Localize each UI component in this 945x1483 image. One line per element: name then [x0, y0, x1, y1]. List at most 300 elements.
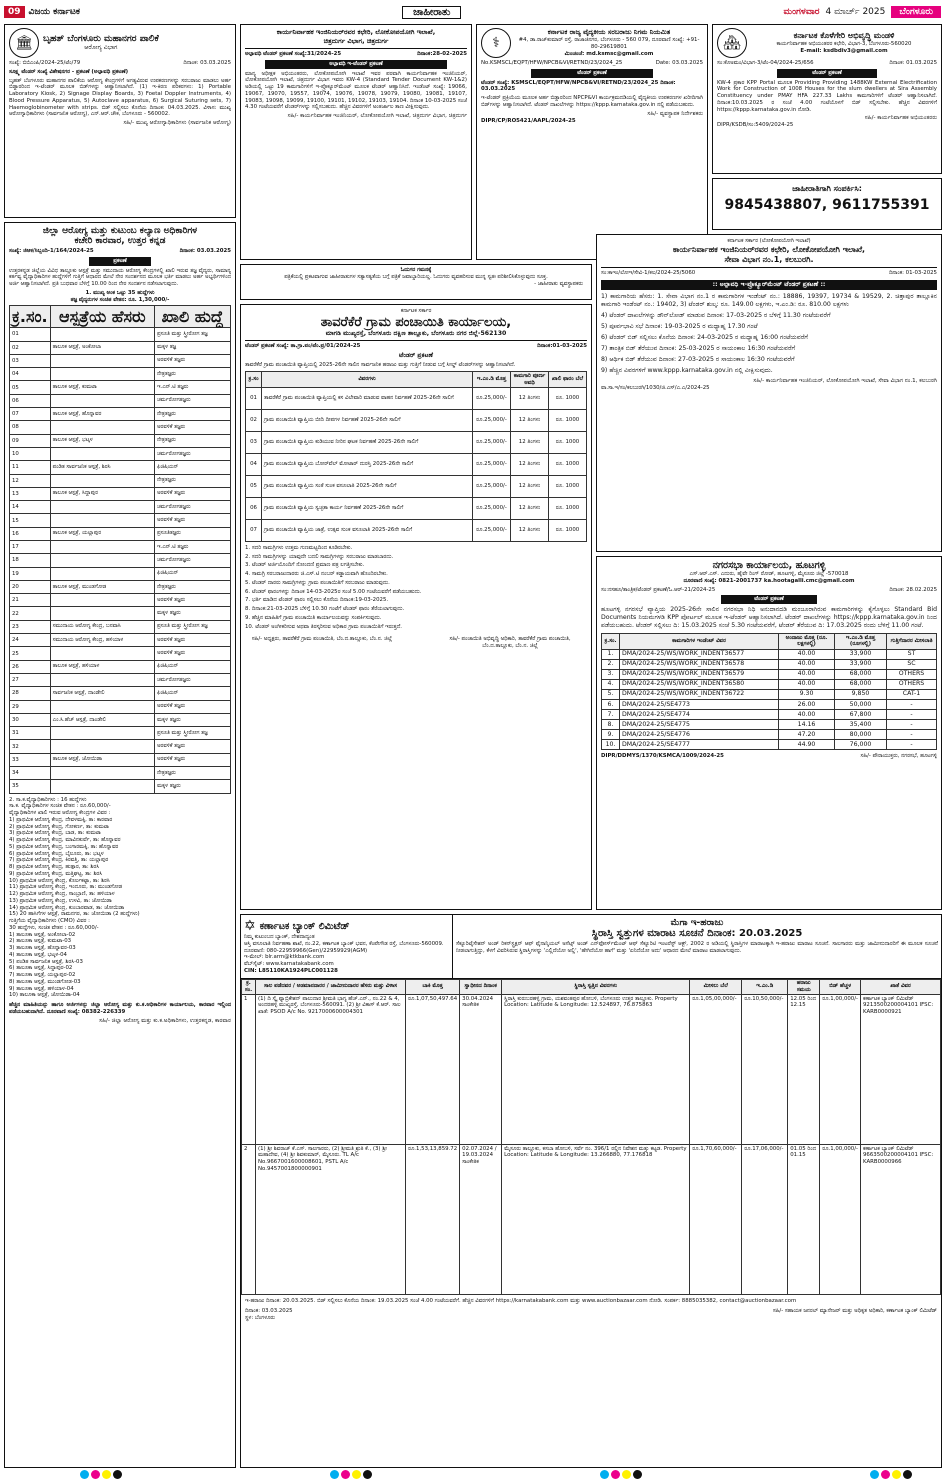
- gp-notice-title: ಟೆಂಡರ್ ಪ್ರಕಟಣೆ: [399, 351, 433, 359]
- dho-cell-sno: 29: [10, 700, 51, 713]
- bank-intro: ಸೆಕ್ಯೂರಿಟೈಸೇಶನ್ ಅಂಡ್ ರಿಕನ್‌ಸ್ಟ್ರಕ್ಷನ್ ಆಫ್ ಫೈನಾನ್ಶಿಯಲ್ ಅಸೆಟ್ಸ್ ಅಂಡ್ ಎನ್‌ಫೋರ್ಸ್‌ಮೆಂಟ್ ಆಫ್ ಸೆಕ್ಯೂರಿಟಿ ಇಂಟರೆಸ್ಟ್ ಆಕ್ಟ್, 2002 ರ ಅಡಿಯಲ್ಲಿ ಸ್ಥಿರಾಸ್ತಿಗಳ ಮಾರಾಟಕ್ಕಾಗಿ ಇ-ಹರಾಜು ಮಾರಾಟ ಸೂಚನೆ. ಸಾಲಗಾರರು ಮತ್ತು ಜಾಮೀನುದಾರರಿಗೆ ಈ ಮೂಲಕ ಸೂಚನೆ ನೀಡಲಾಗುತ್ತಿದ್ದು, ಕೆಳಗೆ ವಿವರಿಸಿರುವ ಸ್ಥಿರಾಸ್ತಿಗಳನ್ನು 'ಎಲ್ಲಿದೆಯೋ ಅಲ್ಲಿ', 'ಹೇಗಿದೆಯೋ ಹಾಗೆ' ಮತ್ತು 'ಏನಿದೆಯೋ ಅದು' ಆಧಾರದ ಮೇಲೆ ಮಾರಾಟ ಮಾಡಲಾಗುವುದು.: [456, 941, 938, 954]
- dho-cell-sno: 04: [10, 368, 51, 381]
- hoot-contact: ದೂರವಾಣಿ ಸಂಖ್ಯೆ: 0821-2001737 ka.hootagalli.cmc@gmail.com: [683, 577, 855, 584]
- dho-cell-hospital: [50, 328, 154, 341]
- list-item: 3. ಟೆಂಡರ್ ಅರ್ಜಿಯೊಂದಿಗೆ ನೋಂದಣಿ ಪ್ರಮಾಣ ಪತ್ರ ಲಗತ್ತಿಸಬೇಕು.: [245, 562, 365, 569]
- bank-tagline: ನಿಮ್ಮ ಕುಟುಂಬದ ಬ್ಯಾಂಕ್, ದೇಶದಾದ್ಯಂತ: [244, 934, 315, 940]
- ksmsc-email: ಮಿಂಚಂಚೆ: md.ksmsc@gmail.com: [564, 50, 654, 57]
- table-row: [10, 501, 231, 514]
- gp-body: ತಾವರೆಕೆರೆ ಗ್ರಾಮ ಪಂಚಾಯಿತಿ ವ್ಯಾಪ್ತಿಯಲ್ಲಿ 2025-26ನೇ ಸಾಲಿನ ಸಾರ್ವಜನಿಕ ಹರಾಜು ಮತ್ತು ಗುತ್ತಿಗೆ ನೀಡುವ ಬಗ್ಗೆ ಸೀಲ್ಡ್ ಟೆಂಡರ್‌ಗಳನ್ನು ಆಹ್ವಾನಿಸಲಾಗಿದೆ.: [245, 361, 516, 368]
- dho-cell-hospital: [50, 354, 154, 367]
- dho-cell-hospital: [50, 700, 154, 713]
- dho-cell-post: ನೇತ್ರತಜ್ಞರು: [154, 368, 230, 381]
- list-item: 4) ಪ್ರಾಥಮಿಕ ಆರೋಗ್ಯ ಕೇಂದ್ರ, ಮಾವಿನಕುರ್ವೆ, ತಾ: ಹೊನ್ನಾವರ: [9, 837, 121, 844]
- cyan-mark: [330, 1470, 339, 1479]
- dho-cell-post: ಅರವಳಿಕೆ ತಜ್ಞರು: [154, 421, 230, 434]
- gp-gov: ಕರ್ನಾಟಕ ಸರ್ಕಾರ: [400, 308, 432, 314]
- hoot-cell-reservation: OTHERS: [887, 669, 937, 679]
- hoot-cell-sno: 10.: [602, 740, 620, 750]
- dho-cell-sno: 06: [10, 394, 51, 407]
- hoot-cell-indent: DMA/2024-25/WS/WORK_INDENT36722: [620, 689, 779, 699]
- dho-cell-sno: 08: [10, 421, 51, 434]
- yellow-mark: [102, 1470, 111, 1479]
- dho-contact: ಹೆಚ್ಚಿನ ಮಾಹಿತಿಯನ್ನು ಹಾಗೂ ಅರ್ಜಿಗಳನ್ನು ಜಿಲ್ಲಾ ಆರೋಗ್ಯ ಮತ್ತು ಕು.ಕ.ಅಧಿಕಾರಿಗಳ ಕಾರ್ಯಾಲಯ, ಕಾರವಾರ ಇಲ್ಲಿಂದ ಪಡೆಯಬಹುದಾಗಿದೆ. ದೂರವಾಣಿ ಸಂಖ್ಯೆ: 08382-226339: [9, 1002, 231, 1015]
- kal-title: ಕಾರ್ಯನಿರ್ವಾಹಕ ಇಂಜಿನಿಯರ್‌ರವರ ಕಛೇರಿ, ಲೋಕೋಪಯೋಗಿ ಇಲಾಖೆ,: [672, 244, 866, 254]
- dho-body: ಉತ್ತರಕನ್ನಡ ಜಿಲ್ಲೆಯ ವಿವಿಧ ತಾಲ್ಲೂಕು ಆಸ್ಪತ್ರೆ ಮತ್ತು ಸಮುದಾಯ ಆರೋಗ್ಯ ಕೇಂದ್ರಗಳಲ್ಲಿ ಖಾಲಿ ಇರುವ ತಜ್ಞ ವೈದ್ಯರು, ಸಾಮಾನ್ಯ ಕರ್ತವ್ಯ ವೈದ್ಯಾಧಿಕಾರಿಗಳ ಹುದ್ದೆಗಳಿಗೆ ಗುತ್ತಿಗೆ ಆಧಾರದ ಮೇಲೆ ನೇರ ಸಂದರ್ಶನದ ಮೂಲಕ ಭರ್ತಿ ಮಾಡಲು ಅರ್ಹ ಅಭ್ಯರ್ಥಿಗಳಿಂದ ಅರ್ಜಿ ಆಹ್ವಾನಿಸಲಾಗಿದೆ. ಪ್ರತಿ ಬುಧವಾರ ಬೆಳಿಗ್ಗೆ 10.00 ರಿಂದ ನೇರ ಸಂದರ್ಶನ ನಡೆಸಲಾಗುವುದು.: [9, 267, 231, 287]
- hoot-cell-emd: 68,000: [835, 669, 887, 679]
- list-item: 4) ಟೆಂಡರ್ ದಾಖಲೆಗಳನ್ನು ಡೌನ್‌ಲೋಡ್ ಮಾಡುವ ದಿನಾಂಕ: 17-03-2025 ರ ಬೆಳಿಗ್ಗೆ 11.30 ಗಂಟೆಯವರೆಗೆ: [601, 311, 831, 319]
- print-marks-far-right: [870, 1470, 912, 1479]
- hoot-cell-sno: 7.: [602, 710, 620, 720]
- dho-cell-hospital: [50, 780, 154, 793]
- dho-cell-post: ಪ್ರಸೂತಿ ಮತ್ತು ಸ್ತ್ರೀರೋಗ ತಜ್ಞ: [154, 328, 230, 341]
- dho-cell-hospital: [50, 421, 154, 434]
- ksmsc-sign: ಸಹಿ/- ವ್ಯವಸ್ಥಾಪಕ ನಿರ್ದೇಶಕರು: [647, 110, 703, 117]
- hoot-cell-indent: DMA/2024-25/WS/WORK_INDENT36579: [620, 669, 779, 679]
- dho-cell-post: ನೇತ್ರತಜ್ಞರು: [154, 580, 230, 593]
- dho-cell-sno: 02: [10, 341, 51, 354]
- bank-cell-due: ರೂ.1,07,50,497.64: [406, 995, 460, 1145]
- bank-col-possession: ಸ್ವಾಧೀನದ ದಿನಾಂಕ: [460, 979, 502, 995]
- list-item: 7. ಭರ್ತಿ ಮಾಡಿದ ಟೆಂಡರ್ ಫಾರಂ ಸಲ್ಲಿಸಲು ಕೊನೆಯ ದಿನಾಂಕ:19-03-2025.: [245, 597, 389, 604]
- ad-contact-phones: 9845438807, 9611755391: [724, 197, 930, 213]
- gp-cell-desc: ಗ್ರಾಮ ಪಂಚಾಯಿತಿ ವ್ಯಾಪ್ತಿಯ ಕುಡಿಯುವ ನೀರಿನ ಘಟಕ ನಿರ್ವಹಣೆ 2025-26ನೇ ಸಾಲಿಗೆ: [262, 431, 473, 453]
- dho-cell-hospital: ತಾಲೂಕ ಆಸ್ಪತ್ರೆ, ಭಟ್ಕಳ: [50, 434, 154, 447]
- gp-sub: ಮಾಗಡಿ ಮುಖ್ಯರಸ್ತೆ, ಬೆಂಗಳೂರು ದಕ್ಷಿಣ ತಾಲ್ಲೂಕು, ಬೆಂಗಳೂರು ನಗರ ಜಿಲ್ಲೆ-562130: [325, 329, 507, 337]
- dho-cell-post: ಚರ್ಮರೋಗತಜ್ಞರು: [154, 501, 230, 514]
- gp-cell-period: 12 ತಿಂಗಳು: [511, 497, 549, 519]
- dho-cell-post: ಅರವಳಿಕೆ ತಜ್ಞರು: [154, 753, 230, 766]
- magenta-mark: [341, 1470, 350, 1479]
- dho-sign: ಸಹಿ/- ಜಿಲ್ಲಾ ಆರೋಗ್ಯ ಮತ್ತು ಕು.ಕ.ಅಧಿಕಾರಿಗಳು, ಉತ್ತರಕನ್ನಡ, ಕಾರವಾರ: [99, 1017, 231, 1024]
- hoot-addr: ಎಸ್.ಆರ್.ಎಸ್. ಎದುರು, ಹೈವೇ ರಿಂಗ್ ರೋಡ್, ಹೂಟಗಳ್ಳಿ, ಮೈಸೂರು ಜಿಲ್ಲೆ -570018: [689, 571, 849, 577]
- bbmp-notice: [4, 24, 236, 218]
- table-row: [10, 620, 231, 633]
- bank-notes: ಇ-ಹರಾಜು ದಿನಾಂಕ: 20.03.2025. ಬಿಡ್ ಸಲ್ಲಿಸಲು ಕೊನೆಯ ದಿನಾಂಕ: 19.03.2025 ಸಂಜೆ 4.00 ಗಂಟೆಯವರೆಗೆ. ಹೆಚ್ಚಿನ ವಿವರಗಳಿಗೆ https://karnatakabank.com ಮತ್ತು www.auctionbazaar.com ನೋಡಿ. ಸಂಪರ್ಕ: 8885035382, contact@auctionbazaar.com: [245, 1298, 797, 1304]
- dho-cell-post: ಫಿಜಿಷಿಯನ್: [154, 461, 230, 474]
- dho-cell-hospital: [50, 474, 154, 487]
- pwd-line2: ಚಿತ್ರದುರ್ಗ ವಿಭಾಗ, ಚಿತ್ರದುರ್ಗ: [323, 37, 389, 45]
- table-row: [10, 461, 231, 474]
- table-row: [602, 730, 937, 740]
- hoot-cell-amount: 40.00: [779, 649, 835, 659]
- dho-cell-hospital: [50, 607, 154, 620]
- list-item: 12) ಪ್ರಾಥಮಿಕ ಆರೋಗ್ಯ ಕೇಂದ್ರ, ಸಾಂಬ್ರಾಣಿ, ತಾ: ಹಳಿಯಾಳ: [9, 891, 115, 898]
- magenta-mark: [881, 1470, 890, 1479]
- kal-date: ದಿನಾಂಕ: 01-03-2025: [888, 269, 937, 276]
- pwd-line1: ಕಾರ್ಯನಿರ್ವಾಹಕ ಇಂಜಿನಿಯರ್‌ರವರ ಕಛೇರಿ, ಲೋಕೋಪಯೋಗಿ ಇಲಾಖೆ,: [276, 28, 436, 36]
- dho-cell-hospital: [50, 740, 154, 753]
- gp-title: ತಾವರೆಕೆರೆ ಗ್ರಾಮ ಪಂಚಾಯಿತಿ ಕಾರ್ಯಾಲಯ,: [320, 314, 512, 330]
- dho-cell-sno: 24: [10, 634, 51, 647]
- list-item: 1. ಸದರಿ ಸಾಮಗ್ರಿಗಳು ಉತ್ತಮ ಗುಣಮಟ್ಟದಿಂದ ಕೂಡಿರಬೇಕು.: [245, 544, 353, 551]
- dho-cell-sno: 01: [10, 328, 51, 341]
- bank-cell-desc: ಮೈಸೂರು ತಾಲ್ಲೂಕು, ಕಸಬಾ ಹೋಬಳಿ, ಸರ್ವೆ ನಂ. 396/1 ರಲ್ಲಿನ ನಿವೇಶನ ಮತ್ತು ಕಟ್ಟಡ. Property Location: Latitude & Longitude: 13.266880, 77.176818: [502, 1145, 690, 1295]
- dho-cell-sno: 05: [10, 381, 51, 394]
- bank-cell-emd: ರೂ.10,50,000/-: [742, 995, 788, 1145]
- hoot-cell-reservation: OTHERS: [887, 679, 937, 689]
- table-row: [10, 541, 231, 554]
- bank-email: ಇ-ಮೇಲ್: blr.arm@ktkbank.com: [244, 954, 325, 961]
- hoot-notice-title: ಟೆಂಡರ್ ಪ್ರಕಟಣೆ: [721, 595, 817, 604]
- list-item: 10) ಪ್ರಾಥಮಿಕ ಆರೋಗ್ಯ ಕೇಂದ್ರ, ಕೊರ್ಲಕಟ್ಟಾ, ತಾ: ಶಿರಸಿ: [9, 877, 110, 884]
- gp-cell-sno: 02: [246, 409, 262, 431]
- list-item: ವೈದ್ಯಾಧಿಕಾರಿಗಳ ಖಾಲಿ ಇರುವ ಆರೋಗ್ಯ ಕೇಂದ್ರಗಳ ವಿವರ :: [9, 810, 111, 817]
- black-mark: [363, 1470, 372, 1479]
- print-marks-right: [600, 1470, 642, 1479]
- hoot-cell-emd: 35,400: [835, 720, 887, 730]
- hoot-cell-sno: 4.: [602, 679, 620, 689]
- hoot-sign: ಸಹಿ/- ಪೌರಾಯುಕ್ತರು, ನಗರಸಭೆ, ಹೂಟಗಳ್ಳಿ: [860, 753, 937, 760]
- gp-cell-period: 12 ತಿಂಗಳು: [511, 453, 549, 475]
- dho-cell-sno: 10: [10, 447, 51, 460]
- dho-col-sno: ಕ್ರ.ಸಂ.: [10, 306, 51, 328]
- ksmsc-body: ಇ-ಟೆಂಡರ್ ಪ್ರಕ್ರಿಯೆಯ ಮೂಲಕ ಅರ್ಹ ಬಿಡ್ದಾರರಿಂದ NPCP&VI ಕಾರ್ಯಕ್ರಮದಡಿಯಲ್ಲಿ ವೈದ್ಯಕೀಯ ಉಪಕರಣಗಳ ಖರೀದಿಗಾಗಿ ಬಿಡ್‌ಗಳನ್ನು ಆಹ್ವಾನಿಸಲಾಗಿದೆ. ಟೆಂಡರ್ ದಾಖಲೆಗಳನ್ನು https://kppp.karnataka.gov.in ನಲ್ಲಿ ಪಡೆಯಬಹುದು.: [481, 95, 703, 108]
- dho-cell-post: ಅರವಳಿಕೆ ತಜ್ಞರು: [154, 354, 230, 367]
- list-item: 5) ಪೂರ್ವಭಾವಿ ಸಭೆ ದಿನಾಂಕ: 19-03-2025 ರ ಮಧ್ಯಾಹ್ನ 17.30 ಗಂಟೆ: [601, 322, 758, 330]
- kal-sub: ಸೇವಾ ವಿಭಾಗ ನಂ.1, ಕಲಬುರಗಿ.: [724, 254, 814, 264]
- table-row: [10, 700, 231, 713]
- page-header: [4, 2, 941, 22]
- table-row: [602, 700, 937, 710]
- table-row: [10, 381, 231, 394]
- gp-cell-form: ರೂ. 1000: [549, 453, 587, 475]
- gp-cell-emd: ರೂ.25,000/-: [473, 431, 511, 453]
- gp-cell-form: ರೂ. 1000: [549, 519, 587, 541]
- table-row: [10, 527, 231, 540]
- table-row: [10, 753, 231, 766]
- hoot-col-reservation: ಗುತ್ತಿಗೆದಾರರ ಮೀಸಲಾತಿ: [887, 634, 937, 650]
- gp-table: [245, 371, 587, 542]
- table-row: [10, 580, 231, 593]
- list-item: 8) ಪ್ರಾಥಮಿಕ ಆರೋಗ್ಯ ಕೇಂದ್ರ, ಹುತ್ಗಾರ, ತಾ: ಶಿರಸಿ: [9, 864, 100, 871]
- bank-auction-table: [241, 979, 941, 1296]
- table-row: [10, 767, 231, 780]
- list-item: 6) ಪ್ರಾಥಮಿಕ ಆರೋಗ್ಯ ಕೇಂದ್ರ, ಬೈಲೂರು, ತಾ: ಭಟ್ಕಳ: [9, 850, 104, 857]
- bank-cin: CIN: L85110KA1924PLC001128: [244, 967, 338, 974]
- hoot-cell-amount: 14.16: [779, 720, 835, 730]
- hoot-col-indent: ಕಾಮಗಾರಿಗಳ ಇಂಡೆಂಟ್ ವಿವರ: [620, 634, 779, 650]
- slum-board-title: ಕರ್ನಾಟಕ ಕೊಳೆಗೇರಿ ಅಭಿವೃದ್ಧಿ ಮಂಡಳಿ: [793, 31, 895, 41]
- dho-cell-post: ಚರ್ಮರೋಗತಜ್ಞರು: [154, 394, 230, 407]
- gp-sign-right: ಸಹಿ/- ಪಂಚಾಯಿತಿ ಅಭಿವೃದ್ಧಿ ಅಧಿಕಾರಿ, ತಾವರೆಕೆರೆ ಗ್ರಾಮ ಪಂಚಾಯಿತಿ, ಬೆಂ.ದ.ತಾಲ್ಲೂಕು, ಬೆಂ.ನ. ಜಿಲ್ಲೆ: [449, 636, 571, 650]
- ksmsc-ref: No.KSMSCL/EQPT/HFW/NPCB&VI/RETND/23/2024_25: [481, 60, 623, 66]
- table-row: [10, 474, 231, 487]
- bank-cell-n: 2: [242, 1145, 256, 1295]
- dho-cell-sno: 16: [10, 527, 51, 540]
- dho-cell-sno: 22: [10, 607, 51, 620]
- table-row: [10, 634, 231, 647]
- list-item: 8) ತಾಲೂಕಾ ಆಸ್ಪತ್ರೆ, ಮುಂಡಗೋಡ-03: [9, 978, 81, 985]
- dho-cell-sno: 12: [10, 474, 51, 487]
- list-item: 6) ತಾಲೂಕಾ ಆಸ್ಪತ್ರೆ, ಸಿದ್ದಾಪುರ-02: [9, 965, 73, 972]
- hoot-cell-amount: 44.90: [779, 740, 835, 750]
- dho-cell-hospital: ಪಂಡಿತ ಸಾರ್ವಜನಿಕ ಆಸ್ಪತ್ರೆ, ಶಿರಸಿ: [50, 461, 154, 474]
- dho-cell-post: ಫಿಜಿಷಿಯನ್: [154, 567, 230, 580]
- bank-col-time: ಹರಾಜು ಸಮಯ: [788, 979, 820, 995]
- hootagalli-notice: [596, 556, 942, 910]
- pwd-body: ಮಾನ್ಯ ಅಧೀಕ್ಷಕ ಅಭಿಯಂತರರು, ಲೋಕೋಪಯೋಗಿ ಇಲಾಖೆ ಇವರ ಪರವಾಗಿ ಕಾರ್ಯನಿರ್ವಾಹಕ ಇಂಜಿನಿಯರ್, ಲೋಕೋಪಯೋಗಿ ಇಲಾಖೆ, ಚಿತ್ರದುರ್ಗ ವಿಭಾಗ ಇವರು KW-4 (Standard Tender Document KW-1&2) ಅಡಿಯಲ್ಲಿ ಒಟ್ಟು 19 ಕಾಮಗಾರಿಗಳಿಗೆ ಇ-ಪ್ರೊಕ್ಯೂರ್‌ಮೆಂಟ್ ಮೂಲಕ ಟೆಂಡರ್ ಆಹ್ವಾನಿಸಿದೆ. ಇಂಡೆಂಟ್ ಸಂಖ್ಯೆ: 19066, 19067, 19070, 19557, 19074, 19076, 19078, 19079, 19080, 19081, 19107, 19083, 19098, 19099, 19100, 19101, 19102, 19103, 19104. ದಿನಾಂಕ 10-03-2025 ಸಂಜೆ 4.30 ಗಂಟೆಯವರೆಗೆ ಟೆಂಡರ್‌ಗಳನ್ನು ಸಲ್ಲಿಸಬಹುದು. ಹೆಚ್ಚಿನ ವಿವರಗಳಿಗೆ ಅಂತರ್ಜಾಲ ತಾಣ ವೀಕ್ಷಿಸುವುದು.: [245, 70, 467, 111]
- dho-cell-hospital: [50, 673, 154, 686]
- list-item: 11) ಪ್ರಾಥಮಿಕ ಆರೋಗ್ಯ ಕೇಂದ್ರ, ಇಂದೂರು, ತಾ: ಮುಂಡಗೋಡ: [9, 884, 123, 891]
- slum-board-addr: ಕಾರ್ಯನಿರ್ವಾಹಕ ಅಭಿಯಂತರರ ಕಛೇರಿ, ವಿಭಾಗ-3, ಬೆಂಗಳೂರು-560020: [776, 41, 912, 48]
- dho-cell-sno: 18: [10, 554, 51, 567]
- ksmsc-item: ಟೆಂಡರ್ ಸಂಖ್ಯೆ: KSMSCL/EQPT/HFW/NPCB&VI/RETND/23/2024_25 ದಿನಾಂಕ: 03.03.2025: [481, 79, 676, 93]
- hoot-cell-reservation: -: [887, 740, 937, 750]
- dho-cell-hospital: ತಾಲೂಕ ಆಸ್ಪತ್ರೆ, ಜೋಯಿಡಾ: [50, 753, 154, 766]
- table-row: [10, 394, 231, 407]
- dho-notice-title: ಪ್ರಕಟಣೆ: [89, 257, 151, 266]
- gp-cell-form: ರೂ. 1000: [549, 387, 587, 409]
- hoot-col-emd: ಇ.ಎಂ.ಡಿ ಮೊತ್ತ (ರೂಗಳಲ್ಲಿ): [835, 634, 887, 650]
- section-title: ಜಾಹೀರಾತು: [402, 6, 461, 19]
- pwd-sign: ಸಹಿ/- ಕಾರ್ಯನಿರ್ವಾಹಕ ಇಂಜಿನಿಯರ್, ಲೋಕೋಪಯೋಗಿ ಇಲಾಖೆ, ಚಿತ್ರದುರ್ಗ ವಿಭಾಗ, ಚಿತ್ರದುರ್ಗ: [287, 113, 467, 119]
- list-item: 10) ತಾಲೂಕಾ ಆಸ್ಪತ್ರೆ, ಜೋಯಿಡಾ-04: [9, 992, 80, 999]
- dho-cell-hospital: ತಾಲೂಕ ಆಸ್ಪತ್ರೆ, ಕುಮಟಾ: [50, 381, 154, 394]
- dho-cell-post: ಅರವಳಿಕೆ ತಜ್ಞರು: [154, 594, 230, 607]
- dho-col-post: ಖಾಲಿ ಹುದ್ದೆ: [154, 306, 230, 328]
- dho-cell-hospital: [50, 501, 154, 514]
- gp-cell-emd: ರೂ.25,000/-: [473, 453, 511, 475]
- list-item: 7) ತಾಂತ್ರಿಕ ಬಿಡ್ ತೆರೆಯುವ ದಿನಾಂಕ: 25-03-2025 ರ ಸಾಯಂಕಾಲ 16:30 ಗಂಟೆಯವರೆಗೆ: [601, 344, 796, 352]
- table-row: [246, 453, 587, 475]
- header-date: 4 ಮಾರ್ಚ್ 2025: [825, 7, 886, 17]
- hoot-cell-reservation: ST: [887, 649, 937, 659]
- gp-cell-emd: ರೂ.25,000/-: [473, 475, 511, 497]
- table-row: [10, 607, 231, 620]
- yellow-mark: [892, 1470, 901, 1479]
- dho-cell-sno: 21: [10, 594, 51, 607]
- hoot-cell-emd: 33,900: [835, 649, 887, 659]
- table-row: [242, 1145, 941, 1295]
- bbmp-seal-icon: 🏛: [9, 28, 39, 58]
- kal-notice-title: :: ಅಲ್ಪಾವಧಿ ಇ-ಪ್ರೊಕ್ಯೂರ್‌ಮೆಂಟ್ ಟೆಂಡರ್ ಪ್ರಕಟಣೆ ::: [601, 280, 937, 290]
- hoot-cell-sno: 9.: [602, 730, 620, 740]
- list-item: 13) ಪ್ರಾಥಮಿಕ ಆರೋಗ್ಯ ಕೇಂದ್ರ, ಉಳವಿ, ತಾ: ಜೋಯಿಡಾ: [9, 897, 112, 904]
- bbmp-sign: ಸಹಿ/- ಮುಖ್ಯ ಆರೋಗ್ಯಾಧಿಕಾರಿಗಳು (ಸಾರ್ವಜನಿಕ ಆರೋಗ್ಯ): [123, 120, 231, 126]
- dho-cell-post: ಫಿಜಿಷಿಯನ್: [154, 660, 230, 673]
- gp-cell-sno: 01: [246, 387, 262, 409]
- bbmp-ref: ಸಂಖ್ಯೆ: ಬಿಬಿಎಂಪಿ/2024-25/ಟೆಂ/79: [9, 60, 81, 66]
- table-row: [10, 328, 231, 341]
- hoot-cell-indent: DMA/2024-25/WS/WORK_INDENT36580: [620, 679, 779, 689]
- bank-cell-borrower: (1) ದಿ ಸ್ಕೈ ಫ್ಯಾಬ್ರಿಕೇಶನ್ ಪಾಲುದಾರ ಶ್ರೀಮತಿ ಭಾಗ್ಯ ಹೆಚ್.ಎನ್., ನಂ.22 & 4, ಅಂದರಹಳ್ಳಿ ಮುಖ್ಯರಸ್ತೆ, ಬೆಂಗಳೂರು-560091. (2) ಶ್ರೀ ವಿಕಾಸ್ ಕೆ.ಆರ್. ಸಾಲ ಖಾತೆ: PSOD A/c No. 9217000600004301: [256, 995, 406, 1145]
- gp-ref: ಟೆಂಡರ್ ಪ್ರಕಟಣೆ ಸಂಖ್ಯೆ: ತಾ.ಗ್ರಾ.ಪಂ/ಟೆಂ.ಪ್ರ/01/2024-25: [245, 342, 361, 349]
- hoot-cell-reservation: -: [887, 700, 937, 710]
- dho-cell-post: ಪ್ರಸೂತಿ ಮತ್ತು ಸ್ತ್ರೀರೋಗ ತಜ್ಞ: [154, 727, 230, 740]
- table-row: [10, 673, 231, 686]
- table-row: [246, 409, 587, 431]
- hoot-cell-amount: 26.00: [779, 700, 835, 710]
- dho-cell-post: ನೇತ್ರತಜ್ಞರು: [154, 474, 230, 487]
- list-item: 3) ಪ್ರಾಥಮಿಕ ಆರೋಗ್ಯ ಕೇಂದ್ರ, ಬಾಡ, ತಾ: ಕುಮಟಾ: [9, 830, 101, 837]
- table-row: [10, 647, 231, 660]
- table-row: [10, 514, 231, 527]
- table-row: [10, 421, 231, 434]
- bank-name: ಕರ್ಣಾಟಕ ಬ್ಯಾಂಕ್ ಲಿಮಿಟೆಡ್: [259, 920, 350, 932]
- dho-cell-hospital: [50, 727, 154, 740]
- bank-col-sno: ಕ್ರ. ಸಂ.: [242, 979, 256, 995]
- dho-cell-post: ಅರವಳಿಕೆ ತಜ್ಞರು: [154, 740, 230, 753]
- bank-col-due: ಬಾಕಿ ಮೊತ್ತ: [406, 979, 460, 995]
- gp-cell-period: 12 ತಿಂಗಳು: [511, 475, 549, 497]
- slum-board-body: KW-4 ಪ್ರಕಾರ KPP Portal ಮೂಲಕ Providing Providing 1488KW External Electrification Work for Construction of 1008 Houses for the slum dwellers at Sira Assembly Constituency under PMAY HFA 227.33 Lakhs ಕಾಮಗಾರಿಗಳಿಗೆ ಟೆಂಡರ್ ಆಹ್ವಾನಿಸಲಾಗಿದೆ. ದಿನಾಂಕ:10.03.2025 ರ ಸಂಜೆ 4.00 ಗಂಟೆಯೊಳಗೆ ಬಿಡ್ ಸಲ್ಲಿಸಬೇಕು. ಹೆಚ್ಚಿನ ವಿವರಗಳಿಗೆ https://kppp.karnataka.gov.in ನೋಡಿ.: [717, 79, 937, 113]
- list-item: 5) ಪ್ರಾಥಮಿಕ ಆರೋಗ್ಯ ಕೇಂದ್ರ, ಬಂಗಾರಮಕ್ಕಿ, ತಾ: ಹೊನ್ನಾವರ: [9, 843, 119, 850]
- gp-cell-sno: 03: [246, 431, 262, 453]
- table-row: [602, 740, 937, 750]
- hoot-cell-sno: 3.: [602, 669, 620, 679]
- bbmp-sub: ಆರೋಗ್ಯ ವಿಭಾಗ: [84, 43, 118, 51]
- hoot-cell-sno: 1.: [602, 649, 620, 659]
- table-row: [242, 995, 941, 1145]
- list-item: 9) ಹೆಚ್ಚಿನ ವಿವರಗಳಿಗೆ www.kppp.karnataka.gov.in ನಲ್ಲಿ ವೀಕ್ಷಿಸುವುದು.: [601, 367, 773, 374]
- cyan-mark: [870, 1470, 879, 1479]
- list-item: 3) ತಾಲೂಕಾ ಆಸ್ಪತ್ರೆ, ಹೊನ್ನಾವರ-03: [9, 945, 76, 952]
- dho-date: ದಿನಾಂಕ: 03.03.2025: [179, 248, 231, 254]
- table-row: [10, 660, 231, 673]
- gp-cell-desc: ಗ್ರಾಮ ಪಂಚಾಯಿತಿ ವ್ಯಾಪ್ತಿಯ ಸ್ವಚ್ಛತಾ ಕಾರ್ಯ ನಿರ್ವಹಣೆ 2025-26ನೇ ಸಾಲಿಗೆ: [262, 497, 473, 519]
- dho-cell-sno: 32: [10, 740, 51, 753]
- header-day: ಮಂಗಳವಾರ: [783, 7, 820, 17]
- list-item: 1) ಪ್ರಾಥಮಿಕ ಆರೋಗ್ಯ ಕೇಂದ್ರ, ದೇವಳಮಕ್ಕಿ, ತಾ: ಕಾರವಾರ: [9, 816, 113, 823]
- bank-cell-borrower: (1) ಶ್ರೀ ಶಿವರಾಜ್ ಕೆ.ಎಸ್. ಸಾಲಗಾರರು, (2) ಶ್ರೀಮತಿ ಶ್ರುತಿ ಕೆ., (3) ಶ್ರೀ ಮಹಾದೇವ, (4) ಶ್ರೀ ಶಿವಕುಮಾರ್, ಮೈಸೂರು. TL A/c No.9667001600008601, PSTL A/c No.9457001800000901: [256, 1145, 406, 1295]
- list-item: 10. ಟೆಂಡರ್ ಅಂಗೀಕರಿಸುವ ಅಥವಾ ತಿರಸ್ಕರಿಸುವ ಅಧಿಕಾರ ಗ್ರಾಮ ಪಂಚಾಯಿತಿಗೆ ಇರುತ್ತದೆ.: [245, 623, 402, 630]
- dho-cell-post: ಪ್ರಸೂತಿತಜ್ಞರು: [154, 527, 230, 540]
- hoot-cell-indent: DMA/2024-25/SE4776: [620, 730, 779, 740]
- slum-board-date: ದಿನಾಂಕ: 01.03.2025: [889, 60, 937, 66]
- gp-col-emd: ಇ.ಎಂ.ಡಿ ಮೊತ್ತ: [473, 372, 511, 388]
- list-item: 8. ದಿನಾಂಕ:21-03-2025 ಬೆಳಿಗ್ಗೆ 10.30 ಗಂಟೆಗೆ ಟೆಂಡರ್ ಫಾರಂ ತೆರೆಯಲಾಗುವುದು.: [245, 606, 405, 613]
- table-row: [10, 368, 231, 381]
- table-row: [602, 649, 937, 659]
- gp-sign-left: ಸಹಿ/- ಅಧ್ಯಕ್ಷರು, ತಾವರೆಕೆರೆ ಗ್ರಾಮ ಪಂಚಾಯಿತಿ, ಬೆಂ.ದ.ತಾಲ್ಲೂಕು, ಬೆಂ.ನ. ಜಿಲ್ಲೆ: [251, 636, 393, 643]
- pwd-date: ದಿನಾಂಕ:28-02-2025: [417, 51, 467, 57]
- list-item: 7) ಪ್ರಾಥಮಿಕ ಆರೋಗ್ಯ ಕೇಂದ್ರ, ಕಿರವತ್ತಿ, ತಾ: ಯಲ್ಲಾಪುರ: [9, 857, 109, 864]
- ksmsc-date: Date: 03.03.2025: [655, 60, 703, 66]
- dho-cell-post: ಇ.ಎನ್.ಟಿ ತಜ್ಞರು: [154, 381, 230, 394]
- table-row: [10, 447, 231, 460]
- bank-date: ದಿನಾಂಕ: 03.03.2025: [245, 1307, 293, 1314]
- hoot-cell-emd: 67,800: [835, 710, 887, 720]
- bank-cell-time: 12.05 ರಿಂದ 12.15: [788, 995, 820, 1145]
- slum-board-email: E-mail: ksdbdiv3@gmail.com: [800, 48, 888, 54]
- dho-cell-sno: 09: [10, 434, 51, 447]
- bank-col-borrower: ಸಾಲ ಪಡೆದವರ / ಅಡಮಾನದಾರರ / ಜಾಮೀನುದಾರರ ಹೆಸರು ಮತ್ತು ವಿಳಾಸ: [256, 979, 406, 995]
- bank-cell-poss: 30.04.2024 ಸಾಂಕೇತಿಕ: [460, 995, 502, 1145]
- list-item: 15) 20 ಹಾಸಿಗೆಗಳ ಆಸ್ಪತ್ರೆ, ರಾಮನಗರ, ತಾ: ಜೋಯಿಡಾ (2 ಹುದ್ದೆಗಳು): [9, 911, 140, 918]
- hoot-col-amount: ಅಂದಾಜು ಮೊತ್ತ (ರೂ. ಲಕ್ಷಗಳಲ್ಲಿ): [779, 634, 835, 650]
- list-item: 9) ತಾಲೂಕಾ ಆಸ್ಪತ್ರೆ, ಹಳಿಯಾಳ-04: [9, 985, 74, 992]
- gp-cell-emd: ರೂ.25,000/-: [473, 409, 511, 431]
- dho-cell-hospital: ಸಾರ್ವಜನಿಕ ಆಸ್ಪತ್ರೆ, ದಾಂಡೇಲಿ: [50, 687, 154, 700]
- dho-cell-post: ಚರ್ಮರೋಗತಜ್ಞರು: [154, 447, 230, 460]
- table-row: [602, 659, 937, 669]
- dho-cell-post: ನೇತ್ರತಜ್ಞರು: [154, 434, 230, 447]
- hoot-col-sno: ಕ್ರ.ಸಂ.: [602, 634, 620, 650]
- table-row: [10, 434, 231, 447]
- list-item: 2) ತಾಲೂಕಾ ಆಸ್ಪತ್ರೆ, ಕುಮಟಾ-03: [9, 938, 72, 945]
- dho-cell-hospital: ತಾಲೂಕ ಆಸ್ಪತ್ರೆ, ಸಿದ್ದಾಪುರ: [50, 487, 154, 500]
- dho-cell-sno: 25: [10, 647, 51, 660]
- table-row: [10, 487, 231, 500]
- list-item: 7) ತಾಲೂಕಾ ಆಸ್ಪತ್ರೆ, ಯಲ್ಲಾಪುರ-02: [9, 972, 76, 979]
- ksmsc-addr: #4, ಡಾ.ರಾಜ್‌ಕುಮಾರ್ ರಸ್ತೆ, ರಾಜಾಜಿನಗರ, ಬೆಂಗಳೂರು - 560 079, ದೂರವಾಣಿ ಸಂಖ್ಯೆ: +91-80-29619801: [518, 37, 700, 51]
- gp-cell-sno: 07: [246, 519, 262, 541]
- pwd-chitradurga-notice: [240, 24, 472, 260]
- hoot-cell-amount: 47.20: [779, 730, 835, 740]
- gram-panchayat-notice: [240, 304, 592, 910]
- table-row: [10, 567, 231, 580]
- dho-title2: ಕಚೇರಿ ಕಾರವಾರ, ಉತ್ತರ ಕನ್ನಡ: [74, 236, 166, 246]
- table-row: [602, 720, 937, 730]
- dho-cell-post: ಇ.ಎನ್.ಟಿ ತಜ್ಞರು: [154, 541, 230, 554]
- bank-cell-inc: ರೂ.1,00,000/-: [820, 1145, 861, 1295]
- dho-vacancy-table: [9, 305, 231, 793]
- city-badge: ಬೆಂಗಳೂರು: [891, 6, 941, 18]
- gp-col-form: ಖಾಲಿ ಫಾರಂ ಬೆಲೆ: [549, 372, 587, 388]
- bank-cell-acc: ಕರ್ಣಾಟಕ ಬ್ಯಾಂಕ್ ಲಿಮಿಟೆಡ್ 9213500200004101 IFSC: KARB0000921: [861, 995, 941, 1145]
- gp-cell-emd: ರೂ.25,000/-: [473, 497, 511, 519]
- bank-cell-n: 1: [242, 995, 256, 1145]
- bbmp-notice-title: ಸೂಕ್ಷ್ಮ ಟೆಂಡರ್ ಸಂಖ್ಯೆ ವಿಶೇಷನಗರ - ಪ್ರಕಟಣೆ (ಅಲ್ಪಾವಧಿ ಪ್ರಕಟಣೆ): [9, 68, 129, 75]
- bank-web: ವೆಬ್‌ಸೈಟ್: www.karnatakabank.com: [244, 961, 334, 967]
- table-row: [246, 475, 587, 497]
- bank-addr: ಆಸ್ತಿ ವಸೂಲಾತಿ ನಿರ್ವಹಣಾ ಶಾಖೆ, ನಂ.22, ಕರ್ಣಾಟಕ ಬ್ಯಾಂಕ್ ಭವನ, ಕೆಂಪೇಗೌಡ ರಸ್ತೆ, ಬೆಂಗಳೂರು-560009. ದೂರವಾಣಿ: 080-22959966(Gen)/22959929(AGM): [244, 940, 444, 954]
- table-row: [10, 594, 231, 607]
- dho-subtitle: 1. ಮುಖ್ಯ ಅಂಕ ಒಟ್ಟು 35 ಹುದ್ದೆಗಳು: [85, 289, 155, 296]
- gp-cell-form: ರೂ. 1000: [549, 497, 587, 519]
- hoot-cell-indent: DMA/2024-25/SE4774: [620, 710, 779, 720]
- hoot-cell-sno: 8.: [602, 720, 620, 730]
- dho-cell-hospital: ಸಮುದಾಯ ಆರೋಗ್ಯ ಕೇಂದ್ರ, ಹಳಿಯಾಳ: [50, 634, 154, 647]
- gp-cell-desc: ತಾವರೆಕೆರೆ ಗ್ರಾಮ ಪಂಚಾಯಿತಿ ವ್ಯಾಪ್ತಿಯಲ್ಲಿ ಕಸ ವಿಲೇವಾರಿ ಮಾಡುವ ವಾಹನ ನಿರ್ವಹಣೆ 2025-26ನೇ ಸಾಲಿಗೆ: [262, 387, 473, 409]
- hoot-cell-emd: 33,900: [835, 659, 887, 669]
- bank-cell-time: 01.05 ರಿಂದ 01.15: [788, 1145, 820, 1295]
- list-item: 4) ತಾಲೂಕಾ ಆಸ್ಪತ್ರೆ, ಭಟ್ಕಳ-04: [9, 951, 67, 958]
- table-row: [602, 689, 937, 699]
- dho-cell-hospital: ತಾಲೂಕ ಆಸ್ಪತ್ರೆ, ಅಂಕೋಲಾ: [50, 341, 154, 354]
- pwd-ref: ಅಲ್ಪಾವಧಿ ಟೆಂಡರ್ ಪ್ರಕಟಣೆ ಸಂಖ್ಯೆ:31/2024-25: [245, 51, 342, 57]
- table-row: [10, 341, 231, 354]
- hoot-cell-emd: 68,000: [835, 679, 887, 689]
- dho-karwar-notice: [4, 222, 236, 1468]
- black-mark: [633, 1470, 642, 1479]
- gp-cell-period: 12 ತಿಂಗಳು: [511, 519, 549, 541]
- bank-col-account: ಖಾತೆ ವಿವರ: [861, 979, 941, 995]
- table-row: [10, 780, 231, 793]
- hoot-cell-emd: 9,850: [835, 689, 887, 699]
- dho-cell-hospital: ತಾಲೂಕ ಆಸ್ಪತ್ರೆ, ಹೊನ್ನಾವರ: [50, 408, 154, 421]
- dho-cell-post: ಮಕ್ಕಳ ತಜ್ಞರು: [154, 780, 230, 793]
- hoot-cell-indent: DMA/2024-25/WS/WORK_INDENT36577: [620, 649, 779, 659]
- dho-cell-sno: 19: [10, 567, 51, 580]
- bank-star-icon: ✡: [244, 918, 256, 934]
- dho-cell-hospital: ತಾಲೂಕ ಆಸ್ಪತ್ರೆ, ಹಳಿಯಾಳ: [50, 660, 154, 673]
- dho-cell-sno: 14: [10, 501, 51, 514]
- cyan-mark: [600, 1470, 609, 1479]
- hoot-cell-sno: 5.: [602, 689, 620, 699]
- hoot-cell-amount: 40.00: [779, 659, 835, 669]
- list-item: 6. ಟೆಂಡರ್ ಫಾರಂಗಳನ್ನು ದಿನಾಂಕ 14-03-2025ರ ಸಂಜೆ 5.00 ಗಂಟೆಯವರೆಗೆ ಪಡೆಯಬಹುದು.: [245, 588, 422, 595]
- bank-cell-emd: ರೂ.17,06,000/-: [742, 1145, 788, 1295]
- bank-auction-title: ಸ್ಥಿರಾಸ್ತಿ ಸ್ವತ್ತುಗಳ ಮಾರಾಟ ಸೂಚನೆ ದಿನಾಂಕ: 20.03.2025: [591, 928, 803, 939]
- gp-cell-sno: 04: [246, 453, 262, 475]
- dho-cell-post: ಅರವಳಿಕೆ ತಜ್ಞರು: [154, 647, 230, 660]
- bbmp-header: [9, 28, 231, 58]
- yellow-mark: [352, 1470, 361, 1479]
- black-mark: [113, 1470, 122, 1479]
- dho-cell-hospital: [50, 554, 154, 567]
